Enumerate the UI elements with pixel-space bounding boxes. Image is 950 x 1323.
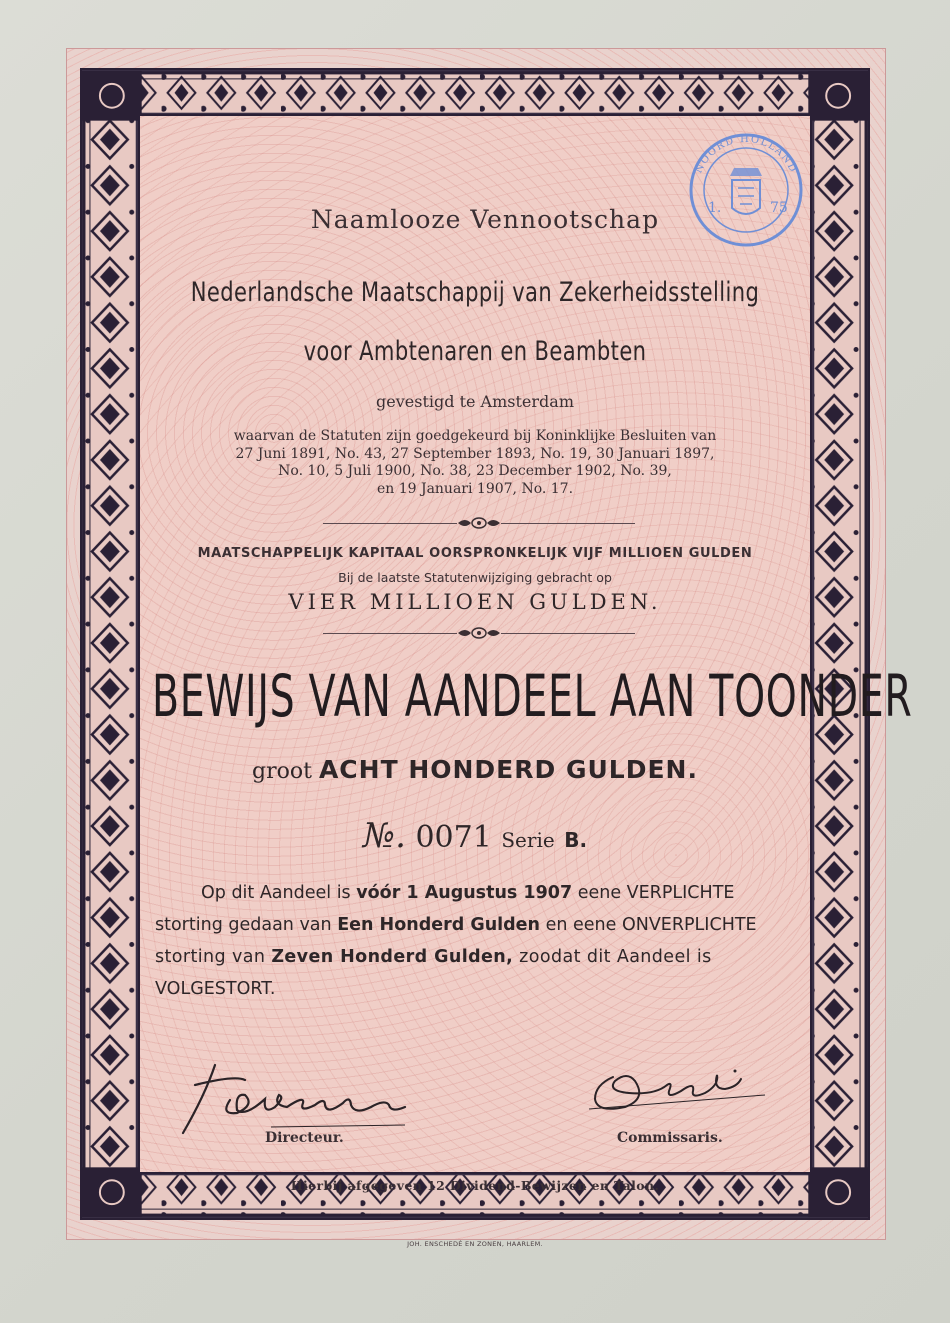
current-capital: VIER MILLIOEN GULDEN. — [288, 590, 662, 614]
statement-line3 — [155, 941, 805, 973]
company-name-line1: Nederlandsche Maatschappij van Zekerheidsstelling — [190, 277, 760, 308]
commissioner-label: Commissaris. — [617, 1130, 723, 1146]
statutes-line1: waarvan de Statuten zijn goedgekeurd bij Koninklijke Besluiten van — [233, 428, 717, 444]
divider-right — [501, 523, 635, 524]
certificate-title: BEWIJS VAN AANDEEL AAN TOONDER — [152, 662, 913, 730]
statement-amount: Een Honderd Gulden — [337, 915, 541, 935]
statutes-line3: No. 10, 5 Juli 1900, No. 38, 23 December 1902, No. 39, — [278, 463, 672, 479]
stamp-left-value: 1. — [708, 200, 722, 216]
statutes-text — [0, 428, 950, 498]
capital-amendment: Bij de laatste Statutenwijziging gebracht op — [338, 570, 612, 585]
divider-ornament-icon — [456, 515, 502, 531]
statutes-line4: en 19 Januari 1907, No. 17. — [376, 480, 574, 497]
statement-line4: VOLGESTORT. — [155, 979, 276, 999]
statement-line1 — [155, 877, 805, 909]
stamp-right-value: 75 — [770, 200, 788, 216]
serie-value: B. — [564, 828, 588, 852]
commissioner-signature — [585, 1055, 775, 1125]
serie-label: Serie — [501, 828, 555, 852]
company-seat: gevestigd te Amsterdam — [376, 392, 574, 411]
tax-stamp — [676, 128, 816, 258]
share-value — [0, 755, 950, 784]
company-name-line2: voor Ambtenaren en Beambten — [303, 336, 647, 367]
divider-left-2 — [323, 633, 457, 634]
certificate-number: 0071 — [415, 820, 492, 855]
number-sign: №. — [362, 816, 406, 856]
divider-left — [323, 523, 457, 524]
statutes-line2: 27 Juni 1891, No. 43, 27 September 1893, No. 19, 30 Januari 1897, — [235, 445, 715, 462]
statement-text: storting gedaan van — [155, 915, 338, 935]
printer-imprint: JOH. ENSCHEDÉ EN ZONEN, HAARLEM. — [407, 1240, 543, 1248]
statement-text: zoodat dit Aandeel is — [513, 947, 712, 967]
company-type: Naamlooze Vennootschap — [310, 205, 660, 234]
share-number — [0, 816, 950, 856]
original-capital: MAATSCHAPPELIJK KAPITAAL OORSPRONKELIJK VIJF MILLIOEN GULDEN — [197, 546, 753, 561]
statement-text: storting van — [155, 947, 272, 967]
statement-text: en eene ONVERPLICHTE — [540, 915, 757, 935]
payment-statement — [155, 877, 805, 1005]
statement-amount: Zeven Honderd Gulden, — [271, 947, 514, 967]
statement-date: vóór 1 Augustus 1907 — [356, 883, 573, 903]
share-value-amount: ACHT HONDERD GULDEN. — [318, 755, 698, 784]
divider-ornament-icon — [456, 625, 502, 641]
director-signature — [175, 1055, 415, 1135]
statement-text: Op dit Aandeel is — [201, 883, 357, 903]
statement-text: eene VERPLICHTE — [572, 883, 735, 903]
stamp-province: NOORD HOLLAND — [693, 133, 799, 176]
share-value-prefix: groot — [252, 759, 312, 784]
director-label: Directeur. — [265, 1130, 344, 1146]
statement-line2 — [155, 909, 805, 941]
coupons-note: Hierbij afgegeven 12 Dividend-Bewijzen en Talon. — [290, 1178, 660, 1193]
divider-right-2 — [501, 633, 635, 634]
